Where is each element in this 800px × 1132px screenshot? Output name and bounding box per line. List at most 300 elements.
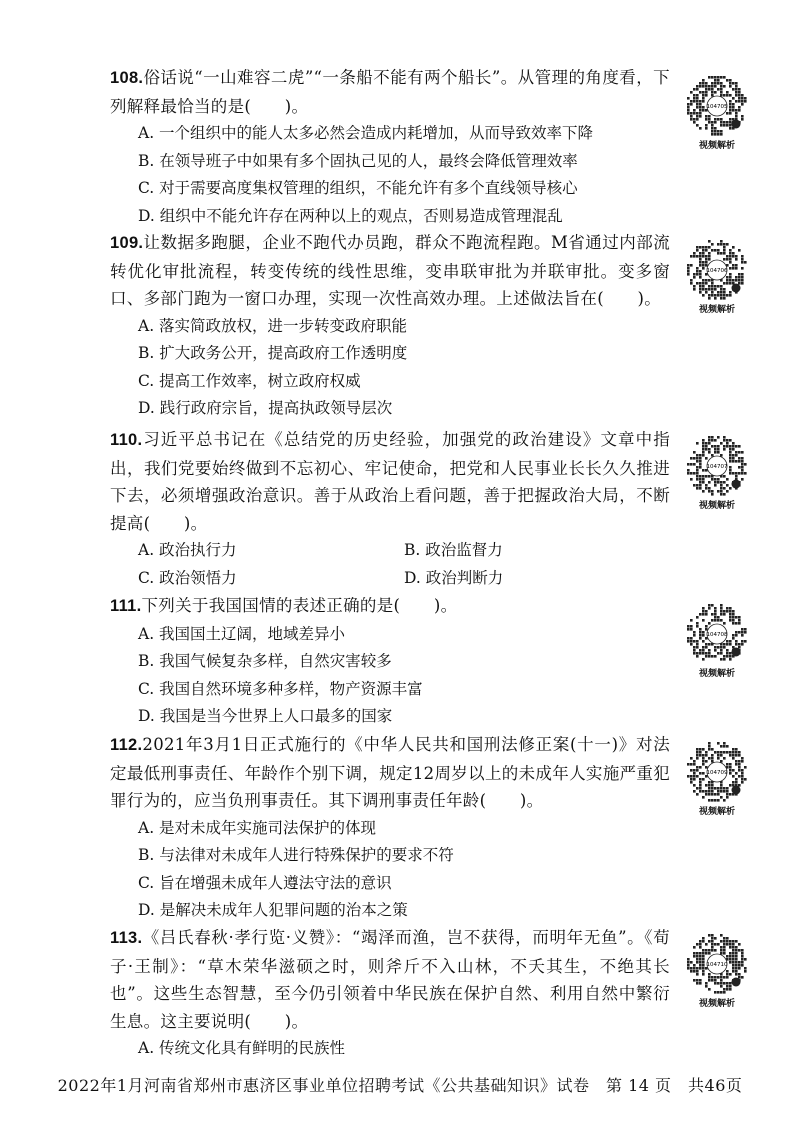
qr-module: [711, 454, 714, 457]
qr-module: [717, 646, 720, 649]
qr-module: [720, 982, 723, 985]
qr-module: [696, 646, 699, 649]
qr-module: [741, 949, 744, 952]
qr-module: [708, 757, 711, 760]
qr-module: [711, 288, 714, 291]
qr-module: [702, 958, 705, 961]
qr-module: [714, 982, 717, 985]
qr-module: [690, 778, 693, 781]
qr-module: [714, 121, 717, 124]
qr-module: [702, 249, 705, 252]
qr-module: [705, 261, 708, 264]
qr-module: [711, 249, 714, 252]
qr-module: [741, 955, 744, 958]
video-qr-code[interactable]: [683, 432, 751, 511]
qr-module: [711, 748, 714, 751]
qr-module: [693, 634, 696, 637]
qr-module: [723, 751, 726, 754]
qr-module: [714, 82, 717, 85]
qr-module: [687, 97, 690, 100]
qr-module: [738, 276, 741, 279]
qr-module: [732, 958, 735, 961]
qr-module: [723, 742, 726, 745]
qr-module: [705, 985, 708, 988]
qr-module: [699, 127, 702, 130]
qr-module: [735, 631, 738, 634]
qr-module: [693, 964, 696, 967]
qr-module: [687, 637, 690, 640]
qr-module: [705, 457, 708, 460]
qr-module: [705, 91, 708, 94]
qr-module: [693, 252, 696, 255]
qr-module: [723, 94, 726, 97]
qr-module: [705, 790, 708, 793]
qr-module: [708, 781, 711, 784]
qr-module: [708, 793, 711, 796]
qr-module: [720, 288, 723, 291]
qr-module: [729, 454, 732, 457]
qr-module: [702, 475, 705, 478]
qr-module: [702, 285, 705, 288]
qr-module: [693, 979, 696, 982]
qr-module: [741, 976, 744, 979]
qr-module: [687, 472, 690, 475]
qr-module: [699, 751, 702, 754]
qr-module: [726, 976, 729, 979]
qr-module: [687, 270, 690, 273]
qr-module: [717, 291, 720, 294]
qr-module: [717, 790, 720, 793]
qr-module: [687, 958, 690, 961]
qr-module: [714, 79, 717, 82]
qr-module: [741, 634, 744, 637]
qr-module: [702, 294, 705, 297]
qr-module: [702, 658, 705, 661]
qr-module: [729, 643, 732, 646]
qr-module: [717, 481, 720, 484]
qr-module: [714, 445, 717, 448]
qr-module: [711, 133, 714, 136]
qr-module: [744, 967, 747, 970]
qr-module: [714, 607, 717, 610]
qr-module: [717, 991, 720, 994]
qr-module: [705, 475, 708, 478]
qr-module: [708, 742, 711, 745]
qr-module: [705, 628, 708, 631]
qr-module: [708, 607, 711, 610]
qr-module: [699, 291, 702, 294]
qr-module: [705, 655, 708, 658]
qr-module: [738, 943, 741, 946]
qr-module: [729, 958, 732, 961]
qr-module: [738, 964, 741, 967]
qr-module: [732, 457, 735, 460]
qr-module: [729, 985, 732, 988]
qr-module: [735, 451, 738, 454]
qr-module: [741, 267, 744, 270]
qr-module: [735, 100, 738, 103]
qr-module: [690, 757, 693, 760]
qr-module: [699, 637, 702, 640]
qr-module: [732, 634, 735, 637]
qr-module: [732, 970, 735, 973]
qr-module: [723, 976, 726, 979]
qr-caption: 视频解析: [698, 999, 735, 1009]
qr-module: [696, 979, 699, 982]
qr-module: [723, 952, 726, 955]
qr-module: [720, 985, 723, 988]
qr-module: [729, 106, 732, 109]
qr-module: [687, 103, 690, 106]
option-b: B. 我国气候复杂多样，自然灾害较多: [138, 652, 392, 670]
qr-module: [699, 106, 702, 109]
video-qr-code[interactable]: [683, 236, 751, 315]
qr-module: [702, 246, 705, 249]
qr-module: [720, 82, 723, 85]
qr-module: [732, 619, 735, 622]
qr-module: [729, 124, 732, 127]
video-qr-code[interactable]: [683, 738, 751, 817]
qr-module: [729, 619, 732, 622]
qr-module: [708, 487, 711, 490]
qr-module: [738, 279, 741, 282]
qr-module: [714, 751, 717, 754]
qr-module: [708, 643, 711, 646]
qr-module: [735, 88, 738, 91]
qr-module: [708, 288, 711, 291]
qr-module: [705, 625, 708, 628]
qr-module: [732, 460, 735, 463]
qr-module: [720, 940, 723, 943]
qr-module: [720, 610, 723, 613]
qr-module: [717, 448, 720, 451]
qr-module: [723, 294, 726, 297]
qr-module: [714, 285, 717, 288]
qr-module: [732, 88, 735, 91]
qr-module: [717, 243, 720, 246]
qr-module: [702, 607, 705, 610]
qr-module: [726, 112, 729, 115]
qr-module: [702, 646, 705, 649]
qr-module: [702, 439, 705, 442]
qr-module: [741, 772, 744, 775]
qr-module: [723, 949, 726, 952]
qr-module: [735, 460, 738, 463]
qr-module: [720, 649, 723, 652]
option-d: D. 践行政府宗旨，提高执政领导层次: [138, 399, 393, 417]
qr-module: [735, 748, 738, 751]
qr-module: [693, 646, 696, 649]
qr-caption: 视频解析: [698, 141, 735, 151]
video-qr-code[interactable]: [683, 930, 751, 1009]
qr-module: [720, 658, 723, 661]
qr-module: [738, 631, 741, 634]
qr-module: [714, 297, 717, 300]
qr-module: [708, 979, 711, 982]
qr-module: [717, 799, 720, 802]
qr-module: [732, 103, 735, 106]
qr-module: [696, 442, 699, 445]
question-113: [110, 924, 670, 1063]
qr-module: [705, 949, 708, 952]
qr-module: [705, 124, 708, 127]
qr-module: [693, 760, 696, 763]
qr-module: [714, 616, 717, 619]
option-c: C. 对于需要高度集权管理的组织，不能允许有多个直线领导核心: [138, 179, 578, 197]
qr-badge-icon: [732, 284, 741, 293]
qr-module: [708, 475, 711, 478]
qr-module: [708, 622, 711, 625]
qr-module: [732, 616, 735, 619]
qr-module: [738, 466, 741, 469]
qr-module: [735, 109, 738, 112]
qr-module: [726, 985, 729, 988]
qr-module: [741, 255, 744, 258]
qr-module: [729, 460, 732, 463]
qr-module: [693, 652, 696, 655]
qr-module: [699, 273, 702, 276]
qr-module: [729, 267, 732, 270]
qr-module: [690, 640, 693, 643]
qr-caption: 视频解析: [698, 305, 735, 315]
qr-module: [723, 940, 726, 943]
qr-module: [699, 288, 702, 291]
qr-module: [735, 616, 738, 619]
qr-module: [729, 466, 732, 469]
qr-module: [699, 964, 702, 967]
qr-module: [726, 484, 729, 487]
qr-module: [717, 285, 720, 288]
qr-module: [735, 940, 738, 943]
qr-module: [723, 291, 726, 294]
qr-module: [732, 946, 735, 949]
qr-module: [708, 115, 711, 118]
qr-module: [711, 130, 714, 133]
qr-module: [729, 769, 732, 772]
qr-module: [708, 297, 711, 300]
qr-module: [726, 793, 729, 796]
qr-module: [708, 258, 711, 261]
qr-module: [696, 270, 699, 273]
qr-module: [735, 267, 738, 270]
qr-module: [696, 466, 699, 469]
qr-module: [726, 490, 729, 493]
qr-module: [735, 82, 738, 85]
qr-module: [717, 982, 720, 985]
qr-module: [687, 967, 690, 970]
qr-module: [729, 955, 732, 958]
qr-module: [687, 628, 690, 631]
qr-module: [696, 775, 699, 778]
qr-module: [723, 297, 726, 300]
qr-module: [741, 115, 744, 118]
qr-module: [714, 649, 717, 652]
qr-module: [705, 445, 708, 448]
qr-module: [708, 442, 711, 445]
qr-module: [729, 282, 732, 285]
qr-module: [744, 97, 747, 100]
qr-module: [702, 940, 705, 943]
qr-module: [723, 610, 726, 613]
qr-module: [729, 946, 732, 949]
option-a: A. 政治执行力: [138, 541, 237, 559]
qr-module: [690, 264, 693, 267]
qr-module: [714, 799, 717, 802]
qr-module: [714, 76, 717, 79]
qr-module: [723, 658, 726, 661]
qr-module: [732, 246, 735, 249]
qr-module: [687, 112, 690, 115]
qr-code-icon: [683, 72, 751, 140]
video-qr-code[interactable]: [683, 600, 751, 679]
qr-code-number: 104708: [706, 632, 728, 638]
qr-module: [720, 252, 723, 255]
qr-module: [702, 267, 705, 270]
qr-module: [702, 85, 705, 88]
qr-code-icon: [683, 236, 751, 304]
qr-badge-icon: [732, 978, 741, 987]
qr-module: [708, 481, 711, 484]
qr-module: [735, 91, 738, 94]
qr-module: [723, 76, 726, 79]
option-a: A. 是对未成年实施司法保护的体现: [138, 818, 377, 837]
qr-module: [690, 463, 693, 466]
qr-module: [693, 273, 696, 276]
qr-module: [720, 481, 723, 484]
qr-module: [720, 646, 723, 649]
qr-module: [702, 109, 705, 112]
video-qr-code[interactable]: [683, 72, 751, 151]
qr-module: [720, 751, 723, 754]
qr-module: [735, 454, 738, 457]
qr-module: [741, 282, 744, 285]
qr-module: [729, 457, 732, 460]
qr-module: [717, 445, 720, 448]
qr-module: [699, 246, 702, 249]
qr-module: [708, 76, 711, 79]
qr-module: [711, 757, 714, 760]
qr-module: [729, 279, 732, 282]
qr-module: [735, 781, 738, 784]
qr-module: [699, 781, 702, 784]
qr-module: [732, 961, 735, 964]
qr-module: [720, 949, 723, 952]
qr-module: [708, 436, 711, 439]
qr-module: [699, 634, 702, 637]
qr-module: [705, 487, 708, 490]
qr-module: [696, 472, 699, 475]
qr-module: [699, 952, 702, 955]
qr-module: [720, 619, 723, 622]
qr-module: [705, 610, 708, 613]
qr-module: [699, 649, 702, 652]
qr-module: [708, 294, 711, 297]
qr-module: [723, 448, 726, 451]
qr-module: [702, 106, 705, 109]
qr-module: [711, 760, 714, 763]
qr-module: [699, 652, 702, 655]
qr-module: [696, 616, 699, 619]
qr-module: [726, 970, 729, 973]
qr-module: [687, 763, 690, 766]
qr-module: [702, 288, 705, 291]
qr-module: [714, 787, 717, 790]
qr-module: [699, 478, 702, 481]
qr-module: [699, 784, 702, 787]
qr-module: [705, 249, 708, 252]
qr-module: [732, 955, 735, 958]
qr-module: [729, 613, 732, 616]
qr-module: [726, 276, 729, 279]
qr-module: [708, 279, 711, 282]
qr-module: [711, 76, 714, 79]
qr-module: [741, 469, 744, 472]
qr-module: [699, 463, 702, 466]
qr-module: [714, 943, 717, 946]
qr-module: [699, 82, 702, 85]
qr-module: [729, 294, 732, 297]
qr-module: [690, 100, 693, 103]
qr-module: [732, 97, 735, 100]
qr-module: [708, 655, 711, 658]
qr-module: [714, 249, 717, 252]
qr-module: [723, 445, 726, 448]
qr-module: [693, 88, 696, 91]
qr-module: [696, 943, 699, 946]
qr-module: [687, 267, 690, 270]
qr-code-icon: [683, 432, 751, 500]
qr-module: [735, 445, 738, 448]
qr-module: [720, 745, 723, 748]
option-c: C. 提高工作效率，树立政府权威: [138, 371, 361, 390]
qr-module: [744, 970, 747, 973]
qr-module: [711, 436, 714, 439]
qr-module: [729, 291, 732, 294]
qr-module: [732, 445, 735, 448]
qr-module: [687, 640, 690, 643]
qr-module: [732, 613, 735, 616]
qr-module: [699, 454, 702, 457]
qr-module: [711, 604, 714, 607]
qr-module: [696, 97, 699, 100]
qr-module: [735, 961, 738, 964]
qr-module: [726, 751, 729, 754]
qr-module: [690, 457, 693, 460]
qr-module: [729, 640, 732, 643]
qr-module: [714, 976, 717, 979]
qr-module: [720, 613, 723, 616]
qr-module: [693, 288, 696, 291]
qr-module: [708, 940, 711, 943]
qr-module: [696, 85, 699, 88]
qr-module: [687, 625, 690, 628]
qr-module: [744, 958, 747, 961]
qr-module: [687, 775, 690, 778]
qr-module: [696, 454, 699, 457]
qr-module: [714, 294, 717, 297]
qr-module: [744, 100, 747, 103]
qr-module: [741, 478, 744, 481]
qr-module: [702, 490, 705, 493]
qr-module: [690, 112, 693, 115]
qr-module: [720, 790, 723, 793]
qr-module: [699, 979, 702, 982]
qr-module: [744, 261, 747, 264]
qr-module: [732, 252, 735, 255]
option-a: A. 一个组织中的能人太多必然会造成内耗增加，从而导致效率下降: [138, 124, 594, 142]
qr-module: [708, 255, 711, 258]
qr-module: [699, 109, 702, 112]
